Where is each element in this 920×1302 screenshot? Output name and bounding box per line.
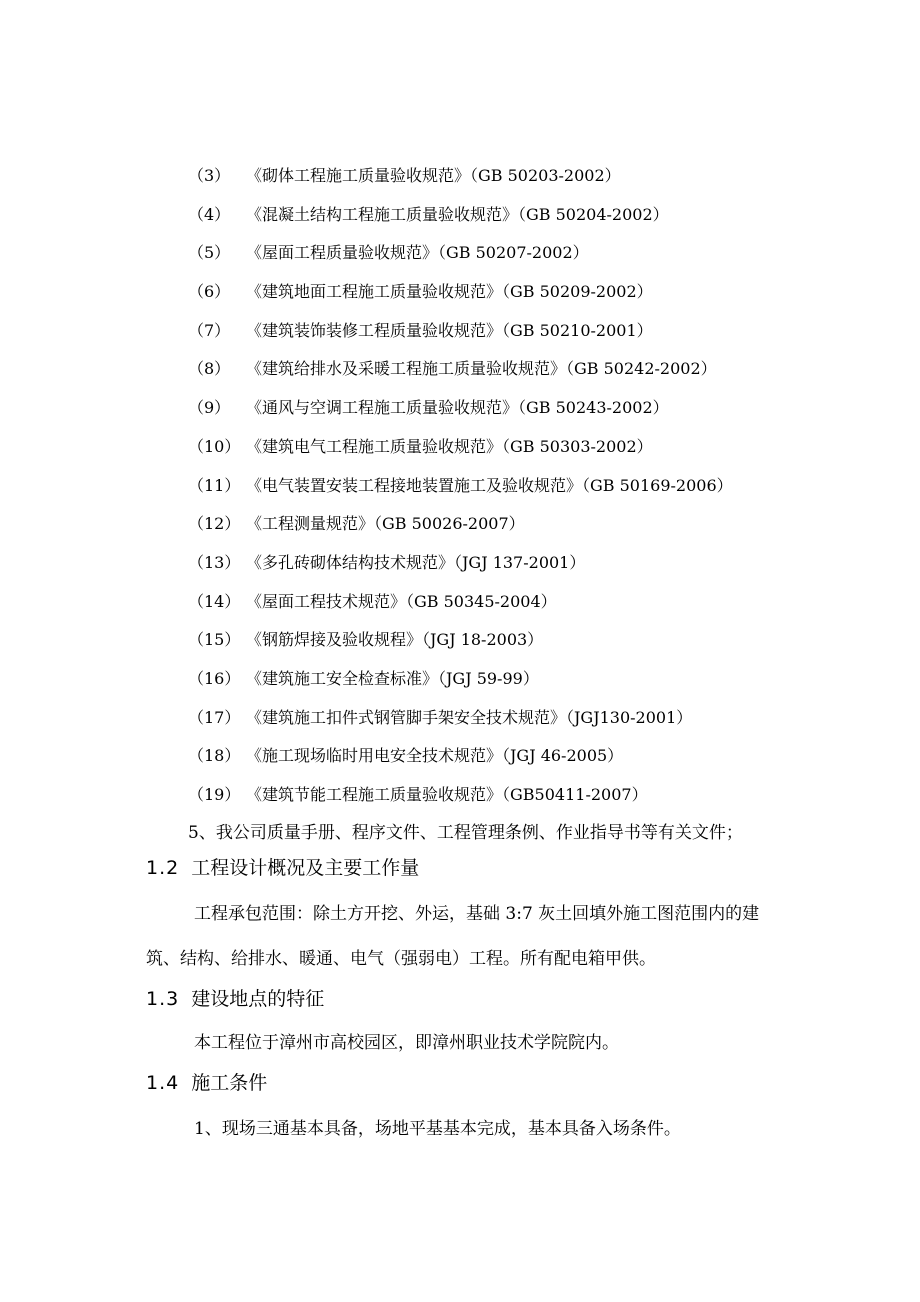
section-number: 1.3 [146,988,180,1010]
reference-item [188,705,733,744]
reference-number: （11） [188,475,241,495]
reference-title: 《电气装置安装工程接地装置施工及验收规范》（GB 50169-2006） [246,475,733,495]
reference-number: （10） [188,436,241,456]
reference-number: （5） [188,243,231,263]
section-title: 建设地点的特征 [191,988,325,1010]
reference-item [188,743,733,782]
reference-item [188,163,733,202]
section-1-2-para-line-1: 工程承包范围：除土方开挖、外运，基础 3:7 灰土回填外施工图范围内的建 [194,904,760,924]
reference-title: 《通风与空调工程施工质量验收规范》（GB 50243-2002） [246,398,669,418]
reference-item [188,627,733,666]
reference-title: 《钢筋焊接及验收规程》（JGJ 18-2003） [246,630,544,650]
reference-number: （8） [188,359,231,379]
reference-number: （19） [188,785,241,804]
reference-number: （17） [188,707,241,727]
reference-item [188,434,733,473]
reference-number: （14） [188,591,241,611]
reference-item [188,202,733,241]
reference-title: 《建筑节能工程施工质量验收规范》（GB50411-2007） [246,785,648,804]
reference-item [188,318,733,357]
reference-number: （7） [188,320,231,340]
reference-item [188,395,733,434]
reference-number: （6） [188,282,231,302]
reference-title: 《建筑施工安全检查标准》（JGJ 59-99） [246,668,539,688]
reference-title: 《屋面工程技术规范》（GB 50345-2004） [246,591,557,611]
section-1-4-para: 1、现场三通基本具备，场地平基基本完成，基本具备入场条件。 [194,1119,681,1139]
reference-title: 《建筑装饰装修工程质量验收规范》（GB 50210-2001） [246,320,653,340]
section-1-4-heading [146,1069,267,1097]
item-5-text: 5、我公司质量手册、程序文件、工程管理条例、作业指导书等有关文件； [188,823,743,843]
reference-number: （16） [188,668,241,688]
reference-item [188,589,733,628]
section-number: 1.4 [146,1072,180,1094]
reference-item [188,550,733,589]
reference-item [188,666,733,705]
reference-title: 《混凝土结构工程施工质量验收规范》（GB 50204-2002） [246,204,669,224]
section-1-3-heading [146,985,324,1013]
reference-title: 《施工现场临时用电安全技术规范》（JGJ 46-2005） [246,746,624,766]
reference-title: 《建筑地面工程施工质量验收规范》（GB 50209-2002） [246,282,653,302]
section-1-2-heading [146,854,419,882]
reference-title: 《建筑施工扣件式钢管脚手架安全技术规范》（JGJ130-2001） [246,707,693,727]
reference-item [188,511,733,550]
reference-title: 《建筑给排水及采暖工程施工质量验收规范》（GB 50242-2002） [246,359,717,379]
reference-item [188,279,733,318]
reference-item [188,473,733,512]
section-1-3-para: 本工程位于漳州市高校园区，即漳州职业技术学院院内。 [194,1033,619,1053]
reference-number: （18） [188,746,241,766]
reference-title: 《多孔砖砌体结构技术规范》（JGJ 137-2001） [246,552,586,572]
reference-list [188,163,733,821]
reference-item [188,356,733,395]
section-1-2-para-line-2: 筑、结构、给排水、暖通、电气（强弱电）工程。所有配电箱甲供。 [146,949,656,969]
reference-title: 《屋面工程质量验收规范》（GB 50207-2002） [246,243,589,263]
reference-number: （3） [188,166,231,185]
reference-title: 《砌体工程施工质量验收规范》（GB 50203-2002） [246,166,621,185]
reference-item [188,782,733,821]
reference-number: （4） [188,204,231,224]
reference-number: （9） [188,398,231,418]
reference-title: 《建筑电气工程施工质量验收规范》（GB 50303-2002） [246,436,653,456]
reference-number: （15） [188,630,241,650]
section-title: 施工条件 [191,1072,268,1094]
section-title: 工程设计概况及主要工作量 [191,857,420,879]
section-number: 1.2 [146,857,180,879]
reference-item [188,240,733,279]
reference-title: 《工程测量规范》（GB 50026-2007） [246,514,525,534]
reference-number: （12） [188,514,241,534]
reference-number: （13） [188,552,241,572]
